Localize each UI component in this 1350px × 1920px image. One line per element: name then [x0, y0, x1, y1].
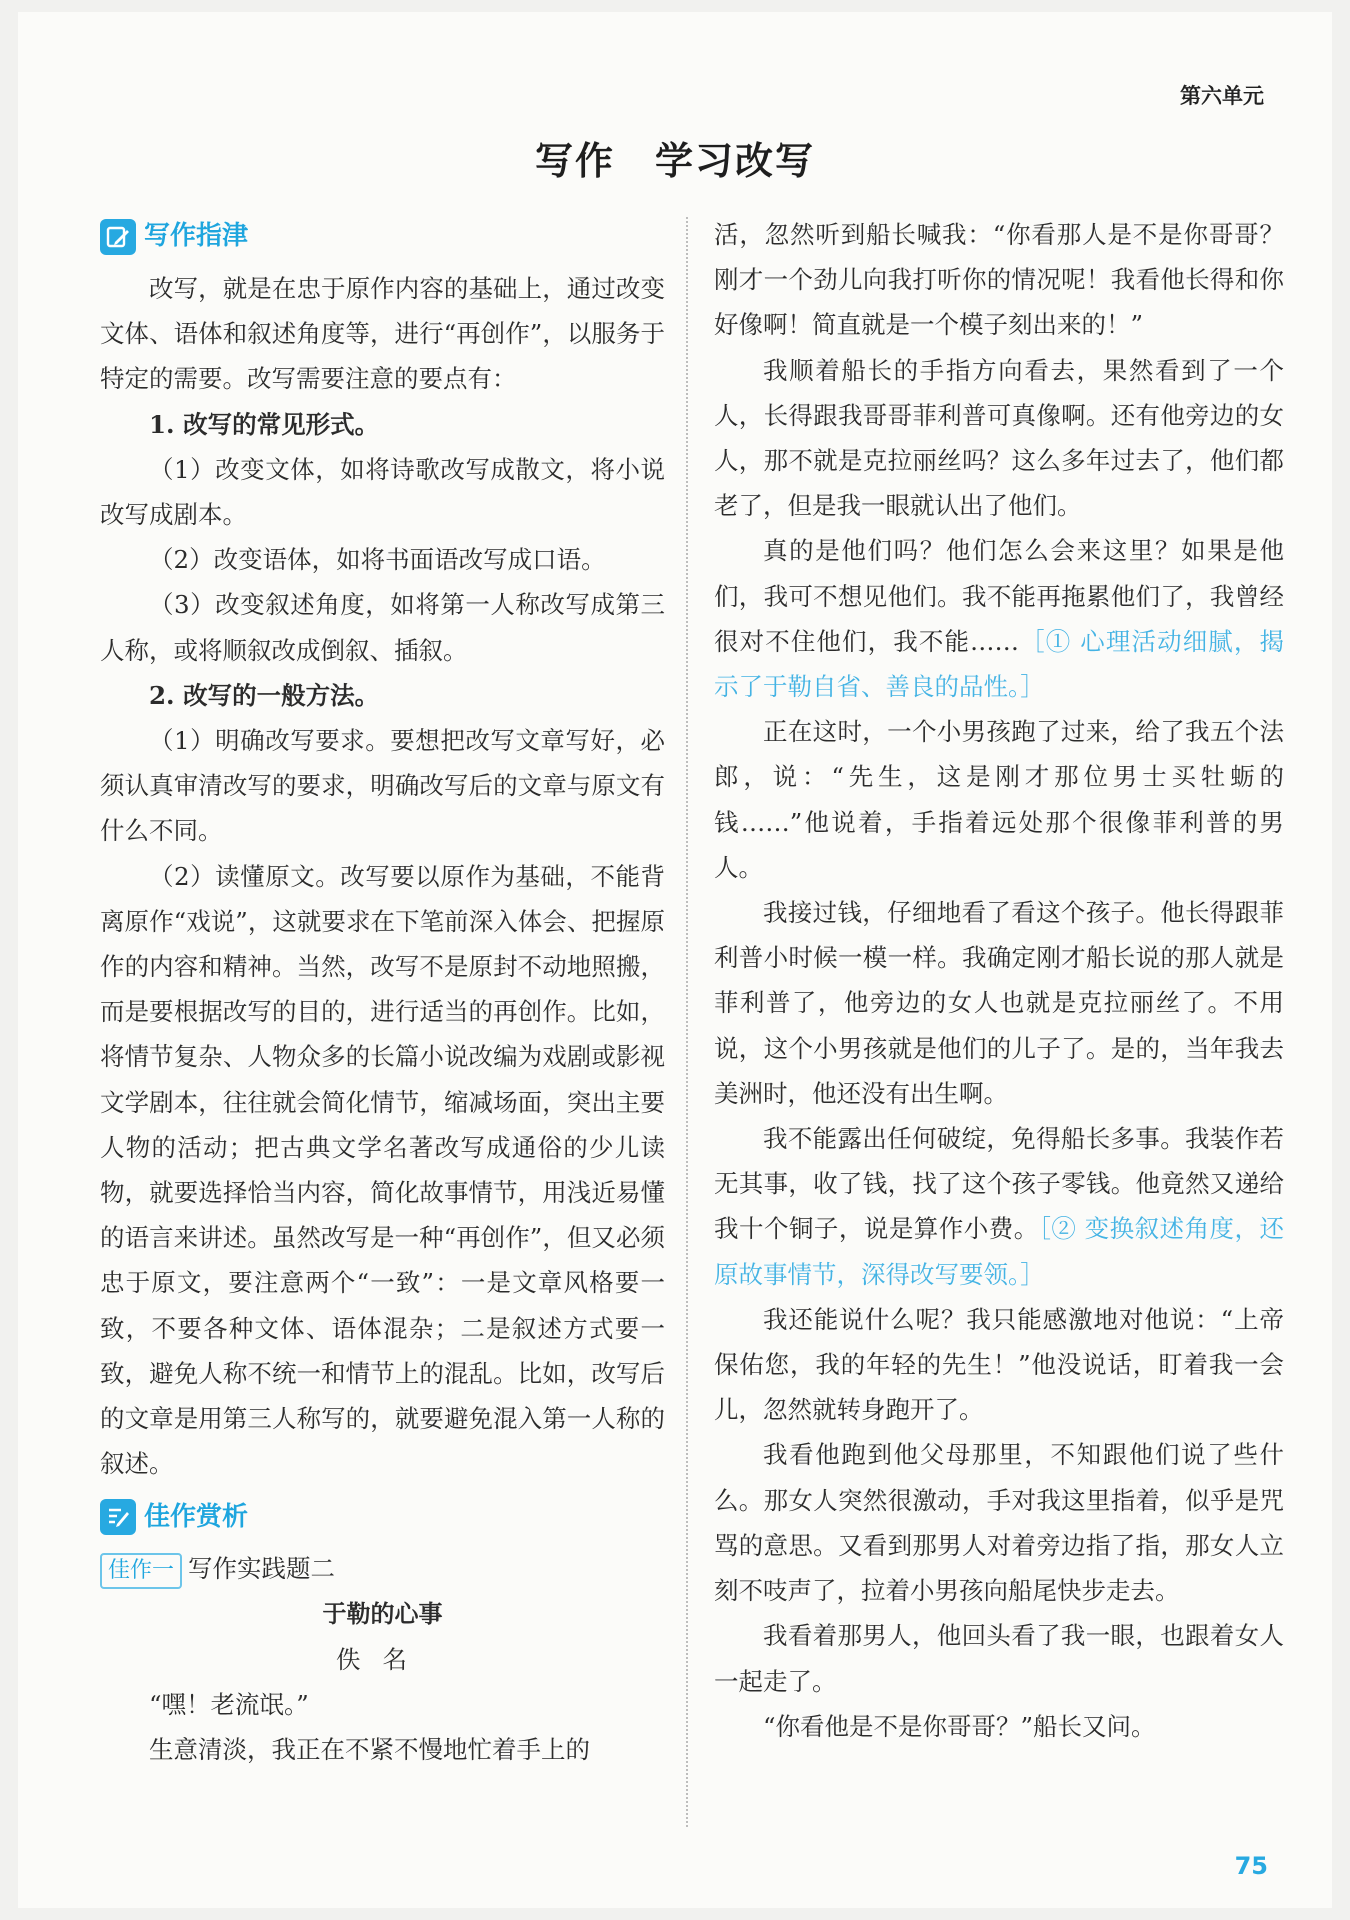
pencil-note-icon: [100, 219, 136, 255]
essay-author: 佚名: [336, 1644, 429, 1674]
page-title: 写作 学习改写: [534, 138, 815, 183]
essay-para-4: [714, 528, 1284, 709]
appreciation-heading-label: 佳作赏析: [144, 1501, 249, 1532]
method-item-2: （2）读懂原文。改写要以原作为基础，不能背离原作“戏说”，这就要求在下笔前深入体会、把握原作的内容和精神。当然，改写不是原封不动地照搬，而是要根据改写的目的，进行适当的再创作。比如，将情节复杂、人物众多的长篇小说改编为戏剧或影视文学剧本，往往就会简化情节，缩减场面，突出主要人物的活动；把古典文学名著改写成通俗的少儿读物，就要选择恰当内容，简化故事情节，用浅近易懂的语言来讲述。虽然改写是一种“再创作”，但又必须忠于原文，要注意两个“一致”：一是文章风格要一致，不要各种文体、语体混杂；二是叙述方式要一致，避免人称不统一和情节上的混乱。比如，改写后的文章是用第三人称写的，就要避免混入第一人称的叙述。: [100, 861, 665, 1479]
annotation-2: ［② 变换叙述角度，还原故事情节，深得改写要领。］: [714, 1214, 1285, 1289]
annotation-1: ［① 心理活动细腻，揭示了于勒自省、善良的品性。］: [714, 626, 1285, 702]
essay-para-10: 我看着那男人，他回头看了我一眼，也跟着女人一起走了。: [714, 1621, 1284, 1696]
textbook-page: [18, 12, 1332, 1908]
essay-para-7-text: 我不能露出任何破绽，免得船长多事。我装作若无其事，收了钱，找了这个孩子零钱。他竟然又递给我十个铜子，说是算作小费。: [714, 1124, 1284, 1244]
essay-tag-line: [100, 1546, 665, 1591]
guide-heading: [100, 212, 665, 262]
essay-para-6: 我接过钱，仔细地看了看这个孩子。他长得跟菲利普小时候一模一样。我确定刚才船长说的那人就是菲利普了，他旁边的女人也就是克拉丽丝了。不用说，这个小男孩就是他们的儿子了。是的，当年我去美洲时，他还没有出生啊。: [714, 898, 1284, 1108]
essay-para-2-end: 活，忽然听到船长喊我：“你看那人是不是你哥哥？刚才一个劲儿向我打听你的情况呢！我看他长得和你好像啊！简直就是一个模子刻出来的！”: [714, 220, 1284, 340]
form-item-2: （2）改变语体，如将书面语改写成口语。: [149, 545, 606, 575]
left-column: [100, 212, 665, 1773]
essay-tag-text: 写作实践题二: [188, 1554, 336, 1584]
appreciation-heading: [100, 1492, 665, 1542]
forms-title: 1. 改写的常见形式。: [149, 409, 380, 439]
pen-paper-icon: [100, 1499, 136, 1535]
essay-tag: 佳作一: [100, 1553, 182, 1589]
essay-para-8: 我还能说什么呢？我只能感激地对他说：“上帝保佑您，我的年轻的先生！”他没说话，盯着我一会儿，忽然就转身跑开了。: [714, 1304, 1284, 1425]
methods-title: 2. 改写的一般方法。: [149, 680, 380, 710]
essay-para-9: 我看他跑到他父母那里，不知跟他们说了些什么。那女人突然很激动，手对我这里指着，似乎是咒骂的意思。又看到那男人对着旁边指了指，那女人立刻不吱声了，拉着小男孩向船尾快步走去。: [714, 1440, 1284, 1606]
essay-para-3: 我顺着船长的手指方向看去，果然看到了一个人，长得跟我哥哥菲利普可真像啊。还有他旁边的女人，那不就是克拉丽丝吗？这么多年过去了，他们都老了，但是我一眼就认出了他们。: [714, 355, 1284, 521]
essay-para-5: 正在这时，一个小男孩跑了过来，给了我五个法郎，说：“先生，这是刚才那位男士买牡蛎的钱……”他说着，手指着远处那个很像菲利普的男人。: [714, 717, 1284, 882]
essay-para-2-start: 生意清淡，我正在不紧不慢地忙着手上的: [149, 1735, 590, 1765]
essay-title: 于勒的心事: [322, 1599, 443, 1628]
guide-intro: 改写，就是在忠于原作内容的基础上，通过改变文体、语体和叙述角度等，进行“再创作”，以服务于特定的需要。改写需要注意的要点有：: [100, 274, 665, 394]
form-item-3: （3）改变叙述角度，如将第一人称改写成第三人称，或将顺叙改成倒叙、插叙。: [100, 590, 665, 665]
essay-para-4-text: 真的是他们吗？他们怎么会来这里？如果是他们，我可不想见他们。我不能再拖累他们了，我曾经很对不住他们，我不能……: [714, 536, 1284, 656]
essay-para-7: [714, 1116, 1284, 1297]
method-item-1: （1）明确改写要求。要想把改写文章写好，必须认真审清改写的要求，明确改写后的文章与原文有什么不同。: [100, 726, 665, 846]
unit-label: 第六单元: [1180, 84, 1264, 108]
essay-para-11: “你看他是不是你哥哥？”船长又问。: [763, 1711, 1156, 1741]
right-column: [714, 212, 1284, 1749]
essay-para-1: “嘿！老流氓。”: [149, 1690, 309, 1720]
page-number: 75: [1234, 1852, 1268, 1880]
form-item-1: （1）改变文体，如将诗歌改写成散文，将小说改写成剧本。: [100, 454, 665, 530]
guide-heading-label: 写作指津: [144, 221, 249, 252]
column-divider: [686, 217, 688, 1827]
